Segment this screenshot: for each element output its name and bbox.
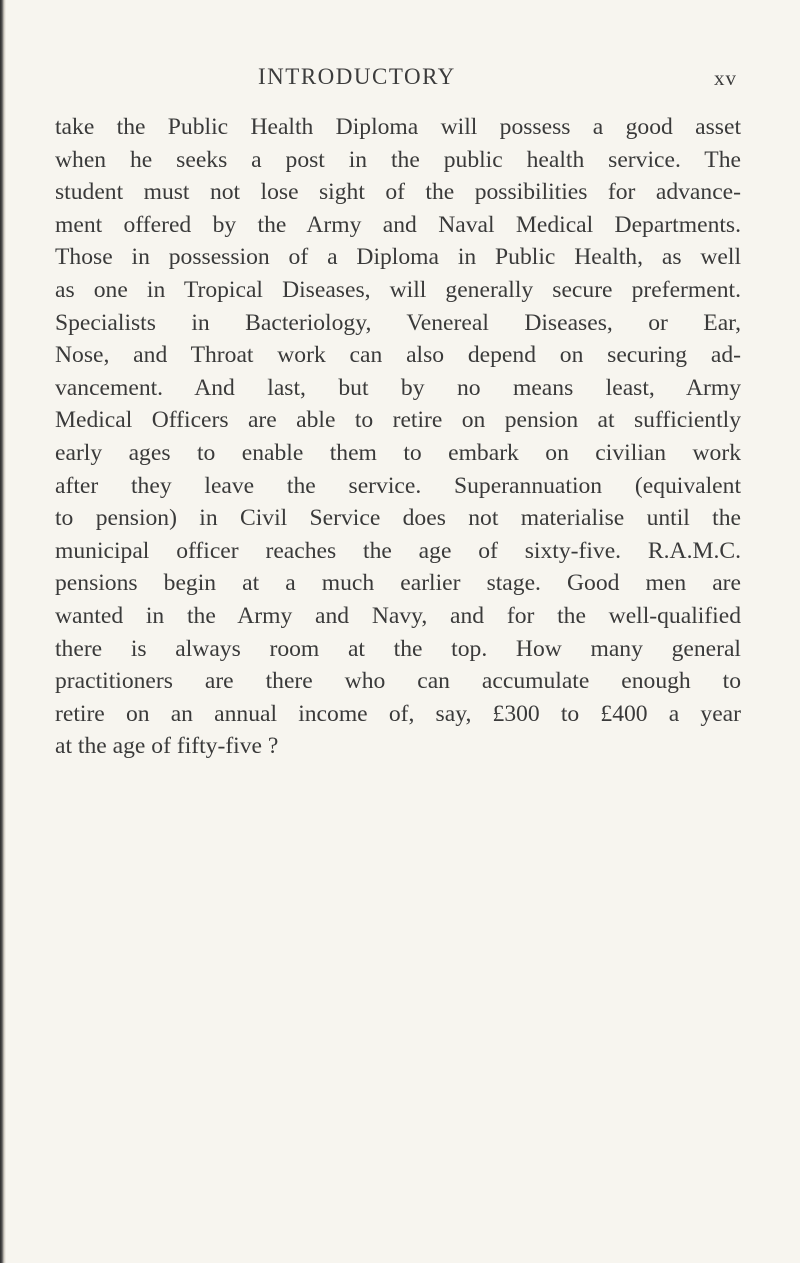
text-line: practitioners are there who can accumulate enough to — [55, 668, 741, 695]
body-paragraph — [55, 111, 741, 763]
text-line: vancement. And last, but by no means least, Army — [55, 374, 741, 401]
text-line: as one in Tropical Diseases, will generally secure preferment. — [55, 276, 741, 303]
text-line: to pension) in Civil Service does not materialise until the — [55, 505, 741, 532]
text-line: Medical Officers are able to retire on pension at sufficiently — [55, 407, 741, 434]
text-line: ment offered by the Army and Naval Medical Departments. — [55, 211, 741, 238]
page-binding-edge — [0, 0, 6, 1263]
text-line: early ages to enable them to embark on civilian work — [55, 439, 741, 466]
running-title: INTRODUCTORY — [258, 64, 456, 89]
text-line: Those in possession of a Diploma in Public Health, as well — [55, 244, 741, 271]
text-line: Nose, and Throat work can also depend on securing ad- — [55, 342, 741, 369]
text-line-last: at the age of fifty-five ? — [55, 733, 279, 760]
text-line: when he seeks a post in the public health service. The — [55, 146, 741, 173]
text-line: pensions begin at a much earlier stage. Good men are — [55, 570, 741, 597]
text-line: retire on an annual income of, say, £300 to £400 a year — [55, 700, 741, 727]
running-header — [0, 64, 800, 94]
page-number: xv — [714, 66, 737, 90]
text-line: Specialists in Bacteriology, Venereal Diseases, or Ear, — [55, 309, 741, 336]
text-line: take the Public Health Diploma will possess a good asset — [55, 114, 741, 140]
text-line: municipal officer reaches the age of sixty-five. R.A.M.C. — [55, 537, 741, 564]
text-line: there is always room at the top. How many general — [55, 635, 741, 662]
text-line: student must not lose sight of the possibilities for advance- — [55, 179, 741, 206]
text-line: wanted in the Army and Navy, and for the well-qualified — [55, 602, 741, 629]
text-line: after they leave the service. Superannuation (equivalent — [55, 472, 741, 499]
